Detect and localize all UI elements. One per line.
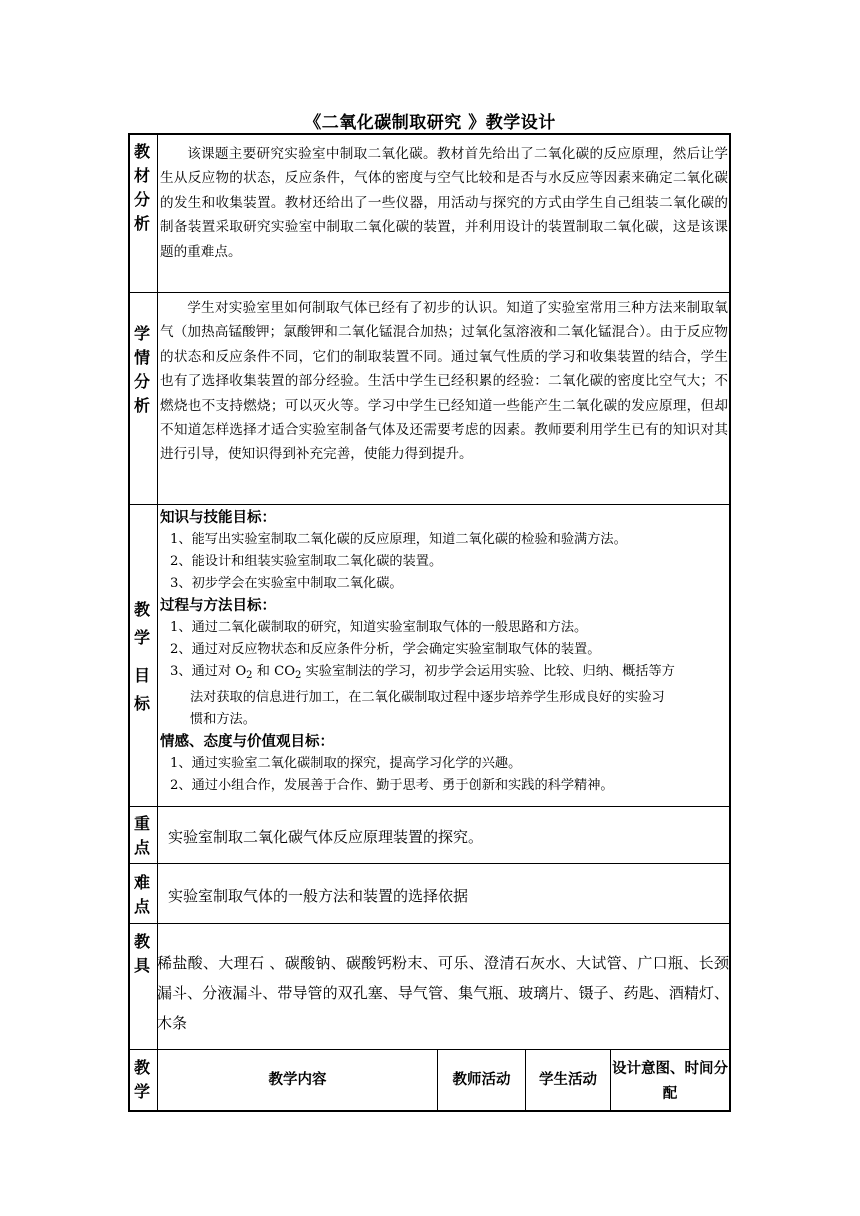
teaching-goals-content xyxy=(160,507,730,797)
difficulty-text: 实验室制取气体的一般方法和装置的选择依据 xyxy=(168,887,469,905)
process-row-label: 教 学 xyxy=(133,1058,150,1101)
column-header-student: 学生活动 xyxy=(539,1072,597,1088)
row-divider xyxy=(128,806,731,807)
goal-item-continuation: 法对获取的信息进行加工，在二氧化碳制取过程中逐步培养学生形成良好的实验习 xyxy=(190,690,665,705)
student-analysis-text: 学生对实验室里如何制取气体已经有了初步的认识。知道了实验室常用三种方法来制取氧气（加热高锰酸钾；氯酸钾和二氧化锰混合加热；过氧化氢溶液和二氧化锰混合）。由于反应物的状态和反应条件不同，它们的制取装置不同。通过氧气性质的学习和收集装置的结合，学生也有了选择收集装置的部分经验。生活中学生已经积累的经验：二氧化碳的密度比空气大；不燃烧也不支持燃烧；可以灭火等。学习中学生已经知道一些能产生二氧化碳的发应原理，但却不知道怎样选择才适合实验室制备气体及还需要考虑的因素。教师要利用学生已有的知识对其进行引导，使知识得到补充完善，使能力得到提升。 xyxy=(160,300,728,463)
goal-item: 2、能设计和组装实验室制取二氧化碳的装置。 xyxy=(170,554,443,569)
row-divider xyxy=(128,863,731,864)
teaching-tools-label: 教 具 xyxy=(133,932,150,975)
textbook-analysis-label: 教 材 分 析 xyxy=(133,142,150,233)
knowledge-goals-heading: 知识与技能目标： xyxy=(160,510,276,526)
column-header-teacher: 教师活动 xyxy=(452,1072,511,1088)
process-goals-heading: 过程与方法目标： xyxy=(160,598,276,614)
difficulty-label: 难 点 xyxy=(133,873,150,916)
row-divider xyxy=(128,504,731,505)
student-analysis-label: 学 情 分 析 xyxy=(133,324,150,415)
row-divider xyxy=(128,923,731,924)
goal-item: 1、通过二氧化碳制取的研究，知道实验室制取气体的一般思路和方法。 xyxy=(170,620,588,635)
teaching-tools-text: 稀盐酸、大理石 、碳酸钠、碳酸钙粉末、可乐、澄清石灰水、大试管、广口瓶、长颈漏斗、分液漏斗、带导管的双孔塞、导气管、集气瓶、玻璃片、镊子、药匙、酒精灯、木条 xyxy=(157,954,729,1032)
goal-item: 3、初步学会在实验室中制取二氧化碳。 xyxy=(170,576,403,591)
goal-item: 2、通过对反应物状态和反应条件分析，学会确定实验室制取气体的装置。 xyxy=(170,642,601,657)
textbook-analysis-text: 该课题主要研究实验室中制取二氧化碳。教材首先给出了二氧化碳的反应原理，然后让学生从反应物的状态，反应条件，气体的密度与空气比较和是否与水反应等因素来确定二氧化碳的发生和收集装置。教材还给出了一些仪器，用活动与探究的方式由学生自己组装二氧化碳的制备装置采取研究实验室中制取二氧化碳的装置，并利用设计的装置制取二氧化碳，这是该课题的重难点。 xyxy=(160,146,728,260)
goal-item: 2、通过小组合作，发展善于合作、勤于思考、勇于创新和实践的科学精神。 xyxy=(170,778,614,793)
goal-item: 1、能写出实验室制取二氧化碳的反应原理，知道二氧化碳的检验和验满方法。 xyxy=(170,532,627,547)
key-point-text: 实验室制取二氧化碳气体反应原理装置的探究。 xyxy=(168,828,484,846)
column-header-content: 教学内容 xyxy=(268,1072,327,1088)
goal-item: 3、通过对 $O_2$ 和 $CO_2$ 实验室制法的学习，初步学会运用实验、比较、归纳、概括等方 xyxy=(170,664,675,681)
teaching-goals-label: 教 学 目 标 xyxy=(133,600,150,713)
key-point-label: 重 点 xyxy=(133,814,150,857)
document-title: 《二氧化碳制取研究 》教学设计 xyxy=(304,113,556,133)
row-divider xyxy=(128,292,731,293)
emotion-goals-heading: 情感、态度与价值观目标： xyxy=(160,734,334,750)
goal-item: 1、通过实验室二氧化碳制取的探究，提高学习化学的兴趣。 xyxy=(170,756,522,771)
column-header-intent: 设计意图、时间分配 xyxy=(612,1061,728,1102)
row-divider xyxy=(128,1049,731,1050)
goal-item-continuation: 惯和方法。 xyxy=(190,712,256,727)
